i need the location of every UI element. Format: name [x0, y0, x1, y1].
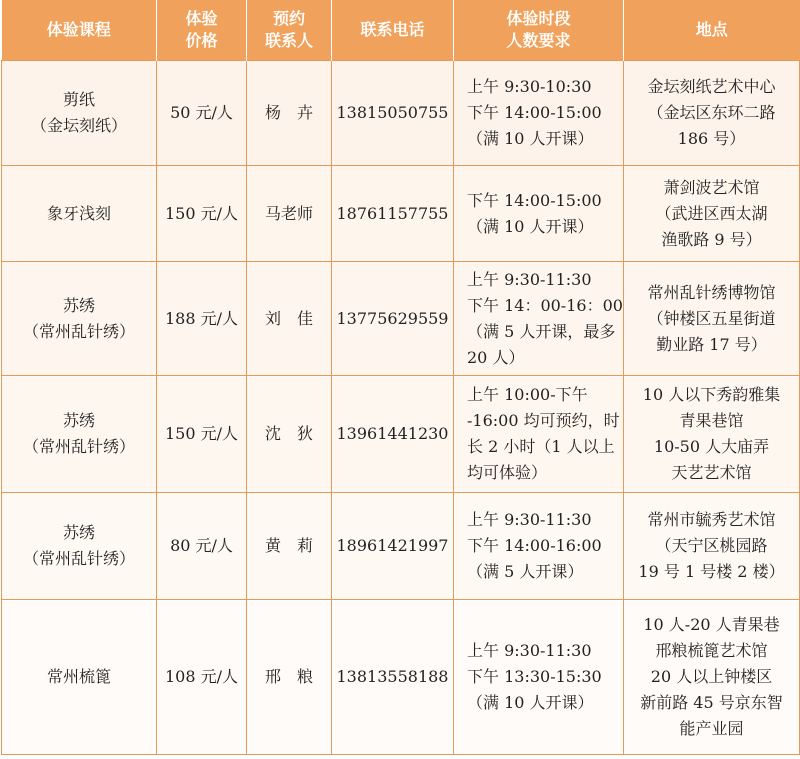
location-line: 勤业路 17 号）	[656, 334, 767, 354]
header-phone	[332, 0, 454, 61]
course-cell	[2, 61, 157, 166]
time-line: （满 10 人开课）	[467, 129, 594, 148]
course-name: 象牙浅刻	[46, 203, 111, 223]
table-row	[2, 166, 800, 262]
time-line: 下午 14:00-16:00	[467, 536, 602, 555]
table-header-row	[2, 0, 800, 61]
price-cell: 150 元/人	[157, 166, 247, 262]
course-subtitle: （常州乱针绣）	[22, 321, 135, 341]
header-price-label-1: 体验	[185, 9, 218, 28]
price-cell: 80 元/人	[157, 493, 247, 600]
header-location	[624, 0, 800, 61]
time-line: 上午 9:30-11:30	[467, 510, 592, 529]
contact-cell: 刘 佳	[247, 262, 332, 376]
location-line: 天艺艺术馆	[671, 463, 752, 482]
location-cell	[624, 61, 800, 166]
time-line: 20 人）	[467, 347, 525, 367]
time-cell	[454, 262, 624, 376]
table-row	[2, 600, 800, 755]
location-line: 青果巷馆	[679, 411, 744, 430]
time-line: 长 2 小时（1 人以上	[467, 437, 615, 456]
course-subtitle: （常州乱针绣）	[22, 549, 135, 568]
location-line: 10 人-20 人青果巷	[643, 615, 780, 634]
course-name: 剪纸	[62, 90, 95, 109]
course-name: 常州梳篦	[46, 667, 111, 686]
location-line: 渔歌路 9 号）	[661, 229, 762, 249]
location-cell	[624, 493, 800, 600]
course-cell	[2, 493, 157, 600]
header-phone-label: 联系电话	[360, 20, 425, 39]
header-contact-label-2: 联系人	[264, 31, 313, 50]
course-cell	[2, 262, 157, 376]
location-cell	[624, 600, 800, 755]
price-cell: 108 元/人	[157, 600, 247, 755]
location-line: 能产业园	[679, 719, 744, 738]
time-line: 下午 14:00-15:00	[467, 190, 602, 210]
phone-cell: 13961441230	[332, 376, 454, 493]
course-cell	[2, 166, 157, 262]
header-time-label-2: 人数要求	[506, 31, 571, 50]
contact-cell: 邢 粮	[247, 600, 332, 755]
location-line: 19 号 1 号楼 2 楼）	[638, 562, 785, 581]
location-cell	[624, 376, 800, 493]
time-line: 下午 14:00-15:00	[467, 103, 602, 122]
location-line: 新前路 45 号京东智	[640, 693, 783, 712]
course-name: 苏绣	[62, 411, 95, 430]
time-line: （满 5 人开课，最多	[467, 321, 616, 341]
contact-cell: 杨 卉	[247, 61, 332, 166]
time-line: 上午 9:30-11:30	[467, 641, 592, 660]
course-subtitle: （常州乱针绣）	[22, 437, 135, 456]
location-line: 邢粮梳篦艺术馆	[655, 641, 768, 660]
location-line: 20 人以上钟楼区	[650, 667, 773, 686]
price-cell: 188 元/人	[157, 262, 247, 376]
time-cell	[454, 376, 624, 493]
header-contact-label-1: 预约	[272, 9, 305, 28]
time-line: （满 10 人开课）	[467, 693, 594, 712]
phone-cell: 13815050755	[332, 61, 454, 166]
table-row	[2, 262, 800, 376]
header-location-label: 地点	[695, 20, 728, 39]
price-cell: 150 元/人	[157, 376, 247, 493]
time-line: 下午 14：00-16：00	[467, 295, 623, 315]
header-time-label-1: 体验时段	[506, 9, 571, 28]
location-line: 金坛刻纸艺术中心	[647, 77, 776, 96]
header-contact	[247, 0, 332, 61]
time-line: 上午 10:00-下午	[467, 385, 588, 404]
header-price	[157, 0, 247, 61]
header-course	[2, 0, 157, 61]
contact-cell: 沈 狄	[247, 376, 332, 493]
time-cell	[454, 61, 624, 166]
contact-cell: 黄 莉	[247, 493, 332, 600]
location-line: （天宁区桃园路	[655, 536, 768, 555]
phone-cell: 13775629559	[332, 262, 454, 376]
time-line: 上午 9:30-10:30	[467, 77, 592, 96]
location-line: 萧剑波艺术馆	[663, 177, 760, 197]
time-line: -16:00 均可预约，时	[467, 411, 620, 430]
location-line: 常州乱针绣博物馆	[647, 282, 776, 302]
location-line: 10-50 人大庙弄	[653, 437, 770, 456]
table-row	[2, 376, 800, 493]
time-line: （满 5 人开课）	[467, 562, 584, 581]
phone-cell: 18961421997	[332, 493, 454, 600]
header-time	[454, 0, 624, 61]
location-cell	[624, 262, 800, 376]
contact-cell: 马老师	[247, 166, 332, 262]
time-line: （满 10 人开课）	[467, 216, 594, 236]
location-line: （钟楼区五星街道	[647, 308, 776, 328]
time-cell	[454, 166, 624, 262]
location-cell	[624, 166, 800, 262]
time-cell	[454, 600, 624, 755]
course-name: 苏绣	[62, 295, 95, 315]
course-subtitle: （金坛刻纸）	[30, 116, 127, 135]
header-price-label-2: 价格	[185, 31, 218, 50]
location-line: 10 人以下秀韵雅集	[642, 385, 781, 404]
phone-cell: 13813558188	[332, 600, 454, 755]
table-row	[2, 61, 800, 166]
course-cell	[2, 376, 157, 493]
time-line: 下午 13:30-15:30	[467, 667, 602, 686]
header-course-label: 体验课程	[46, 20, 111, 39]
time-cell	[454, 493, 624, 600]
time-line: 均可体验）	[467, 463, 548, 482]
time-line: 上午 9:30-11:30	[467, 269, 592, 289]
price-cell: 50 元/人	[157, 61, 247, 166]
location-line: （金坛区东环二路	[647, 103, 776, 122]
phone-cell: 18761157755	[332, 166, 454, 262]
course-cell	[2, 600, 157, 755]
course-name: 苏绣	[62, 523, 95, 542]
location-line: （武进区西太湖	[655, 203, 768, 223]
location-line: 常州市毓秀艺术馆	[647, 510, 776, 529]
experience-course-table	[1, 0, 800, 755]
table-row	[2, 493, 800, 600]
location-line: 186 号）	[677, 129, 746, 148]
